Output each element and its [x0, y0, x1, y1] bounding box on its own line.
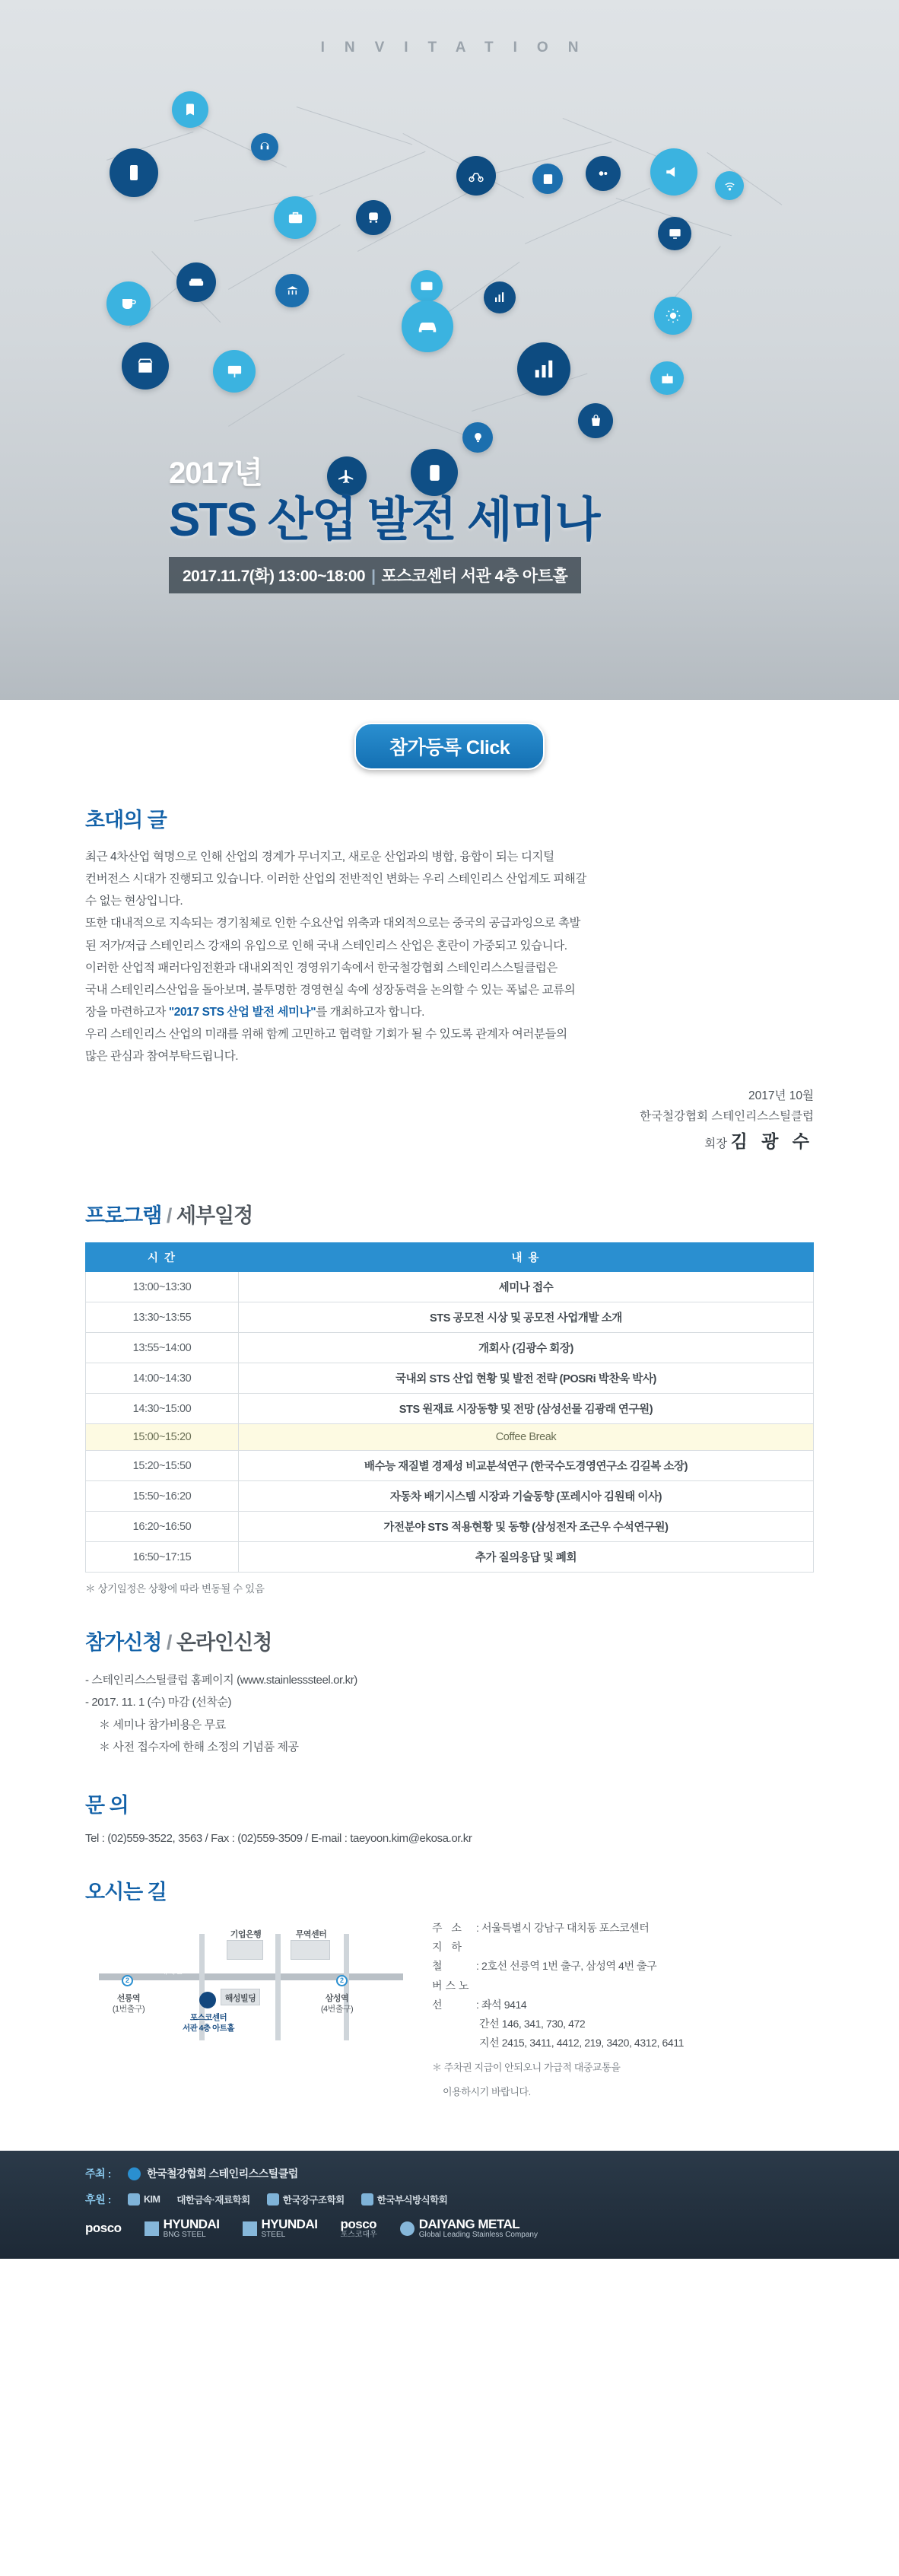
- signature-date: 2017년 10월: [748, 1089, 814, 1103]
- signature-role: 회장: [704, 1137, 728, 1150]
- logo-subtext: 포스코대우: [340, 2230, 377, 2239]
- invite-hl-post: 를 개최하고자 합니다.: [316, 1005, 425, 1019]
- table-row: [86, 1333, 814, 1363]
- apply-heading-main: 참가신청: [85, 1631, 162, 1655]
- program-table: [85, 1242, 814, 1573]
- host-org: [128, 2166, 298, 2181]
- signature-org: 한국철강협회 스테인리스스틸클럽: [640, 1109, 814, 1123]
- cell-time: 15:20~15:50: [86, 1451, 239, 1481]
- host-name: 한국철강협회 스테인리스스틸클럽: [147, 2167, 298, 2180]
- bus-row: [432, 1977, 684, 2015]
- logo-daiyang-metal: [400, 2218, 538, 2239]
- apply-subline: ＊ 세미나 참가비용은 무료: [99, 1718, 226, 1732]
- cell-desc: STS 공모전 시상 및 공모전 사업개발 소개: [238, 1302, 813, 1333]
- shop-icon: [122, 342, 169, 390]
- logo-subtext: STEEL: [261, 2230, 286, 2239]
- logo-mark-icon: [145, 2221, 159, 2236]
- invite-line: 또한 대내적으로 지속되는 경기침체로 인한 수요산업 위축과 대외적으로는 중국의 공급과잉으로 촉발: [85, 917, 581, 930]
- host-logo-icon: [128, 2167, 141, 2180]
- invite-line: 이러한 산업적 패러다임전환과 대내외적인 경영위기속에서 한국철강협회 스테인리스스틸클럽은: [85, 961, 558, 975]
- hero-venue: 포스코센터 서관 4층 아트홀: [381, 568, 568, 585]
- bus-value: : 좌석 9414: [476, 1998, 527, 2011]
- cell-desc: STS 원재료 시장동향 및 전망 (삼성선물 김광래 연구원): [238, 1394, 813, 1424]
- cell-time: 16:20~16:50: [86, 1512, 239, 1542]
- bus-label: 버스노선: [432, 1979, 472, 2011]
- mobile-icon: [110, 148, 158, 197]
- sponsor-name: 한국부식방식학회: [376, 2195, 448, 2206]
- card-icon: [411, 270, 443, 302]
- invite-hl-pre: 장을 마련하고자: [85, 1005, 169, 1019]
- bicycle-icon: [456, 156, 496, 196]
- invite-line: 국내 스테인리스산업을 돌아보며, 불투명한 경영현실 속에 성장동력을 논의할 수 있는 폭넓은 교류의: [85, 983, 576, 997]
- camera-icon: [586, 156, 621, 191]
- signature-block: [85, 1086, 814, 1156]
- column-header-content: 내 용: [238, 1243, 813, 1272]
- wifi-icon: [715, 171, 744, 200]
- invite-line: 수 없는 현상입니다.: [85, 895, 183, 908]
- apply-line: - 스테인리스스틸클럽 홈페이지 (www.stainlesssteel.or.kr): [85, 1674, 357, 1687]
- logo-text: DAIYANG METAL: [418, 2217, 520, 2232]
- invite-line-highlight: [85, 1002, 814, 1022]
- table-row: [86, 1394, 814, 1424]
- train-icon: [356, 200, 391, 235]
- tablet-icon: [532, 164, 563, 194]
- directions-row: [85, 1919, 814, 2101]
- sponsor-name-stack: [377, 2193, 448, 2206]
- subway-label: 지 하 철: [432, 1941, 465, 1973]
- invite-line: 컨버전스 시대가 진행되고 있습니다. 이러한 산업의 전반적인 변화는 우리 스테인리스 산업계도 피해갈: [85, 873, 586, 886]
- subway-icon: 2: [336, 1975, 348, 1986]
- hero-date: 2017.11.7(화) 13:00~18:00: [183, 568, 366, 585]
- car-icon: [402, 301, 453, 352]
- cell-desc: Coffee Break: [238, 1424, 813, 1451]
- sponsor-name: 대한금속·재료학회: [176, 2195, 250, 2206]
- sponsor-logo-icon: [267, 2193, 279, 2206]
- program-note: ＊ 상기일정은 상황에 따라 변동될 수 있음: [85, 1583, 265, 1595]
- logo-text-stack: [262, 2218, 318, 2239]
- signature-name: 김 광 수: [730, 1131, 814, 1151]
- subway-row: [432, 1938, 684, 1976]
- inquiry-heading: 문 의: [85, 1794, 129, 1818]
- invite-body: [85, 847, 814, 1067]
- logo-mark-icon: [243, 2221, 257, 2236]
- sponsor-name: KIM: [144, 2194, 160, 2206]
- program-heading: [85, 1199, 814, 1229]
- sun-icon: [654, 297, 692, 335]
- headphone-icon: [251, 133, 278, 161]
- content-body: [0, 784, 899, 2125]
- apply-heading: [85, 1626, 814, 1655]
- sponsor-item: [176, 2193, 249, 2206]
- cell-time: 13:00~13:30: [86, 1272, 239, 1302]
- poi-marker: [199, 1992, 216, 2008]
- network-illustration: [0, 0, 899, 746]
- poi-label-line2: 서관 4층 아트홀: [182, 2024, 235, 2034]
- sponsor-logo-icon: [128, 2193, 140, 2206]
- signature-name-row: [85, 1127, 814, 1156]
- invitation-word: INVITATION: [320, 40, 599, 56]
- cup-icon: [106, 281, 151, 326]
- logo-subtext: Global Leading Stainless Company: [418, 2230, 538, 2239]
- host-label: 주최 :: [85, 2167, 111, 2180]
- footer-logos: [85, 2218, 814, 2239]
- hero-separator: |: [371, 568, 376, 585]
- hero-main-title: STS 산업 발전 세미나: [169, 493, 599, 546]
- sponsor-item: [128, 2193, 160, 2206]
- logo-posco-daewoo: [340, 2218, 376, 2239]
- logo-hyundai-steel: [243, 2218, 318, 2239]
- station-exit: (4번출구): [320, 2005, 354, 2015]
- table-header-row: [86, 1243, 814, 1272]
- hero-title-block: [169, 449, 599, 593]
- sponsor-label: 후원 :: [85, 2193, 111, 2206]
- logo-subtext: BNG STEEL: [163, 2230, 206, 2239]
- table-row-break: [86, 1424, 814, 1451]
- program-heading-main: 프로그램: [85, 1204, 162, 1228]
- logo-text: HYUNDAI: [261, 2217, 318, 2232]
- station-name: 선릉역: [116, 1994, 141, 2004]
- map-label: 해성빌딩: [224, 1994, 256, 2004]
- map-label: 무역센터: [295, 1930, 327, 1940]
- logo-text: posco: [85, 2221, 122, 2236]
- table-row: [86, 1363, 814, 1394]
- presentation-icon: [213, 350, 256, 393]
- apply-heading-slash: /: [166, 1631, 172, 1655]
- cell-time: 14:30~15:00: [86, 1394, 239, 1424]
- cell-desc: 국내외 STS 산업 현황 및 발전 전략 (POSRi 박찬욱 박사): [238, 1363, 813, 1394]
- megaphone-icon: [650, 148, 697, 196]
- logo-posco: [85, 2221, 122, 2236]
- bus-value-line: 지선 2415, 3411, 4412, 219, 3420, 4312, 6411: [479, 2037, 684, 2050]
- table-row: [86, 1542, 814, 1573]
- cell-desc: 자동차 배기시스템 시장과 기술동향 (포레시아 김원태 이사): [238, 1481, 813, 1512]
- cell-desc: 추가 질의응답 및 폐회: [238, 1542, 813, 1573]
- cell-time: 15:00~15:20: [86, 1424, 239, 1451]
- sponsor-name: 한국강구조학회: [282, 2195, 345, 2206]
- directions-heading: 오시는 길: [85, 1881, 167, 1904]
- cell-desc: 개회사 (김광수 회장): [238, 1333, 813, 1363]
- cell-time: 14:00~14:30: [86, 1363, 239, 1394]
- apply-heading-sub: 온라인신청: [176, 1631, 272, 1655]
- table-row: [86, 1272, 814, 1302]
- logo-text-stack: [164, 2218, 220, 2239]
- table-row: [86, 1302, 814, 1333]
- table-row: [86, 1481, 814, 1512]
- register-button[interactable]: 참가등록 Click: [354, 723, 545, 770]
- column-header-time: 시 간: [86, 1243, 239, 1272]
- hero-year: 2017년: [169, 456, 262, 490]
- subway-icon: 2: [122, 1975, 133, 1986]
- address-label: 주 소: [432, 1922, 465, 1935]
- book-icon: [172, 91, 208, 128]
- logo-text-stack: [419, 2218, 538, 2239]
- sponsor-logo-icon: [361, 2193, 373, 2206]
- cell-desc: 세미나 접수: [238, 1272, 813, 1302]
- logo-text-stack: [340, 2218, 376, 2239]
- cell-desc: 가전분야 STS 적용현황 및 동향 (삼성전자 조근우 수석연구원): [238, 1512, 813, 1542]
- briefcase-icon: [274, 196, 316, 239]
- program-heading-sub: 세부일정: [176, 1204, 253, 1228]
- invite-line: 최근 4차산업 혁명으로 인해 산업의 경계가 무너지고, 새로운 산업과의 병합, 융합이 되는 디지털: [85, 851, 554, 863]
- apply-subline: ＊ 사전 접수자에 한해 소정의 기념품 제공: [99, 1740, 299, 1754]
- bank-icon: [275, 274, 309, 307]
- sofa-icon: [176, 262, 216, 302]
- footer-host-row: [85, 2166, 814, 2181]
- inquiry-text: Tel : (02)559-3522, 3563 / Fax : (02)559-3509 / E-mail : taeyoon.kim@ekosa.or.kr: [85, 1832, 472, 1846]
- cell-time: 13:55~14:00: [86, 1333, 239, 1363]
- seminar-name-highlight: "2017 STS 산업 발전 세미나": [168, 1005, 316, 1019]
- apply-list: [85, 1669, 814, 1758]
- logo-mark-icon: [400, 2221, 415, 2236]
- cell-desc: 배수능 재질별 경제성 비교분석연구 (한국수도경영연구소 김길복 소장): [238, 1451, 813, 1481]
- shopping-bag-icon: [578, 403, 613, 438]
- invite-line: 우리 스테인리스 산업의 미래를 위해 함께 고민하고 협력할 기회가 될 수 있도록 관계자 여러분들의: [85, 1028, 567, 1041]
- station-exit: (1번출구): [112, 2005, 145, 2015]
- cell-time: 16:50~17:15: [86, 1542, 239, 1573]
- parking-note-2: 이용하시기 바랍니다.: [443, 2085, 531, 2097]
- station-name: 삼성역: [325, 1994, 349, 2004]
- apply-line: - 2017. 11. 1 (수) 마감 (선착순): [85, 1696, 232, 1709]
- sponsor-list: [128, 2193, 447, 2206]
- map-label: 기업은행: [230, 1930, 262, 1940]
- poi-label-line1: 포스코센터: [189, 2013, 227, 2023]
- cell-time: 15:50~16:20: [86, 1481, 239, 1512]
- invite-line: 많은 관심과 참여부탁드립니다.: [85, 1050, 239, 1064]
- logo-text: posco: [340, 2217, 377, 2232]
- logo-text: HYUNDAI: [163, 2217, 220, 2232]
- map-label-road: 테헤란로: [159, 1967, 191, 1977]
- chart-icon: [517, 342, 570, 396]
- monitor-icon: [658, 217, 691, 250]
- logo-hyundai-bng: [145, 2218, 220, 2239]
- footer-sponsor-row: [85, 2192, 814, 2207]
- hero-banner: [0, 0, 899, 746]
- sponsor-item: [361, 2193, 448, 2206]
- address-block: [432, 1919, 684, 2101]
- register-section: [0, 700, 899, 784]
- table-row: [86, 1451, 814, 1481]
- sponsor-item: [267, 2193, 345, 2206]
- address-row: [432, 1919, 684, 1938]
- map-image: [85, 1919, 412, 2044]
- address-value: : 서울특별시 강남구 대치동 포스코센터: [476, 1922, 650, 1935]
- invite-line: 된 저가/저급 스테인리스 강재의 유입으로 인해 국내 스테인리스 산업은 혼란이 가중되고 있습니다.: [85, 939, 567, 952]
- cell-time: 13:30~13:55: [86, 1302, 239, 1333]
- program-heading-slash: /: [166, 1204, 172, 1228]
- gift-icon: [650, 361, 684, 395]
- table-row: [86, 1512, 814, 1542]
- subway-value: : 2호선 선릉역 1번 출구, 삼성역 4번 출구: [476, 1960, 657, 1973]
- bar-chart-icon: [484, 281, 516, 313]
- bus-value-line: 간선 146, 341, 730, 472: [479, 2017, 586, 2030]
- hero-datetime-venue: [169, 557, 581, 593]
- invite-heading: 초대의 글: [85, 809, 167, 832]
- parking-note-1: ＊ 주차권 지급이 안되오니 가급적 대중교통을: [432, 2062, 621, 2074]
- footer: [0, 2151, 899, 2259]
